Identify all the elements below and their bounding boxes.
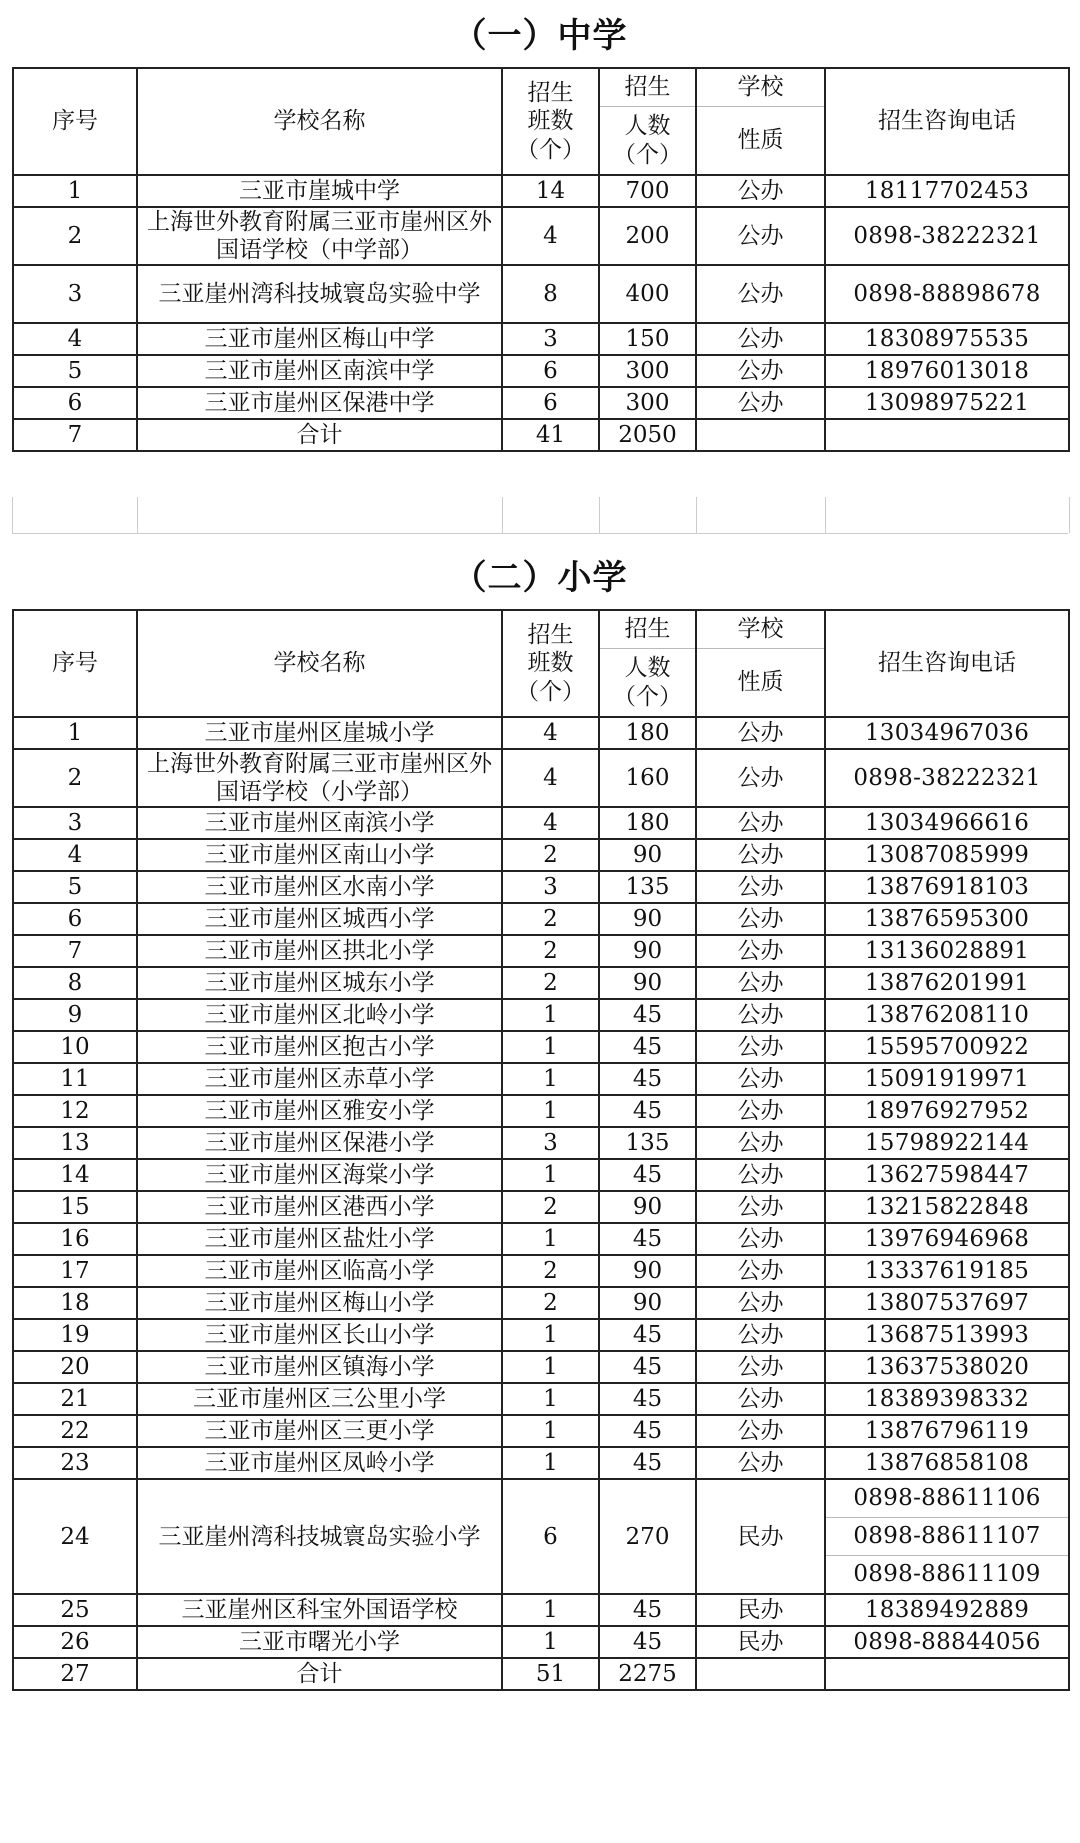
cell-school-name: 三亚市崖州区崖城小学: [137, 717, 502, 749]
cell-nature: 公办: [696, 1351, 825, 1383]
header-school-name: 学校名称: [137, 610, 502, 717]
header-students-unit: （个）: [613, 683, 682, 710]
cell-nature: 民办: [696, 1479, 825, 1594]
middle-school-section: [12, 0, 1068, 497]
cell-phone: 15798922144: [825, 1127, 1069, 1159]
table-header-row: [13, 610, 1069, 717]
cell-seq: 10: [13, 1031, 137, 1063]
cell-classes: 1: [502, 1415, 599, 1447]
cell-nature: [696, 1658, 825, 1690]
cell-nature: 公办: [696, 355, 825, 387]
header-students-line2: 人数: [624, 655, 671, 682]
cell-nature: 公办: [696, 1031, 825, 1063]
cell-classes: 4: [502, 207, 599, 265]
header-classes-line1: 招生: [527, 80, 574, 107]
cell-school-name: 三亚市崖州区赤草小学: [137, 1063, 502, 1095]
cell-school-name: 三亚市崖州区城西小学: [137, 903, 502, 935]
cell-seq: 13: [13, 1127, 137, 1159]
cell-seq: 6: [13, 387, 137, 419]
header-nature: [696, 68, 825, 175]
cell-phone: 13876208110: [825, 999, 1069, 1031]
cell-classes: 1: [502, 1594, 599, 1626]
cell-nature: 公办: [696, 871, 825, 903]
cell-school-name: 三亚市崖州区南滨小学: [137, 807, 502, 839]
cell-seq: 26: [13, 1626, 137, 1658]
table-row: [13, 935, 1069, 967]
cell-classes: 2: [502, 967, 599, 999]
cell-students: 200: [599, 207, 696, 265]
cell-phone: 18117702453: [825, 175, 1069, 207]
cell-phone: 13337619185: [825, 1255, 1069, 1287]
cell-students: 90: [599, 1191, 696, 1223]
header-students-unit: （个）: [613, 141, 682, 168]
table-row: [13, 999, 1069, 1031]
cell-seq: 23: [13, 1447, 137, 1479]
cell-phone: 13876858108: [825, 1447, 1069, 1479]
table-row: [13, 1626, 1069, 1658]
cell-phone: 13627598447: [825, 1159, 1069, 1191]
cell-phone: 13637538020: [825, 1351, 1069, 1383]
table-row: [13, 1031, 1069, 1063]
cell-school-name: 三亚市崖州区南山小学: [137, 839, 502, 871]
cell-school-name: 三亚市崖州区三公里小学: [137, 1383, 502, 1415]
table-row: [13, 175, 1069, 207]
cell-school-name: 三亚市崖州区保港中学: [137, 387, 502, 419]
cell-nature: 公办: [696, 1159, 825, 1191]
cell-school-name: 三亚市崖州区梅山小学: [137, 1287, 502, 1319]
cell-phone: 13098975221: [825, 387, 1069, 419]
cell-phone: [825, 1479, 1069, 1594]
table-row: [13, 749, 1069, 807]
header-students-line2: 人数: [624, 113, 671, 140]
cell-nature: 公办: [696, 323, 825, 355]
cell-school-name: 上海世外教育附属三亚市崖州区外国语学校（小学部）: [137, 749, 502, 807]
cell-classes: 1: [502, 1159, 599, 1191]
cell-students: 45: [599, 1159, 696, 1191]
cell-students: 270: [599, 1479, 696, 1594]
cell-classes: 2: [502, 1287, 599, 1319]
header-classes-line2: 班数: [527, 650, 574, 677]
table-row: [13, 1383, 1069, 1415]
table-row: [13, 1319, 1069, 1351]
cell-seq: 6: [13, 903, 137, 935]
cell-school-name: 三亚市崖州区镇海小学: [137, 1351, 502, 1383]
table-row: [13, 807, 1069, 839]
table-row: [13, 1127, 1069, 1159]
cell-seq: 3: [13, 807, 137, 839]
table-row: [13, 1658, 1069, 1690]
table-row: [13, 419, 1069, 451]
cell-school-name: 三亚市崖州区三更小学: [137, 1415, 502, 1447]
cell-classes: 4: [502, 749, 599, 807]
cell-students: 45: [599, 1415, 696, 1447]
cell-school-name: 合计: [137, 419, 502, 451]
cell-classes: 2: [502, 903, 599, 935]
cell-phone: 13876201991: [825, 967, 1069, 999]
cell-students: 45: [599, 1063, 696, 1095]
cell-school-name: 三亚市崖州区海棠小学: [137, 1159, 502, 1191]
cell-classes: 41: [502, 419, 599, 451]
cell-phone: 0898-38222321: [825, 749, 1069, 807]
cell-students: 45: [599, 1594, 696, 1626]
primary-school-table: [12, 609, 1070, 1691]
cell-seq: 17: [13, 1255, 137, 1287]
cell-school-name: 三亚市崖州区凤岭小学: [137, 1447, 502, 1479]
middle-school-title: （一）中学: [452, 16, 628, 56]
cell-seq: 16: [13, 1223, 137, 1255]
cell-nature: 公办: [696, 1095, 825, 1127]
header-school-name: 学校名称: [137, 68, 502, 175]
cell-classes: 1: [502, 1319, 599, 1351]
header-nature-line1: 学校: [697, 69, 824, 107]
cell-classes: 1: [502, 1063, 599, 1095]
cell-nature: 公办: [696, 1287, 825, 1319]
cell-phone: 18976013018: [825, 355, 1069, 387]
header-classes-unit: （个）: [516, 136, 585, 163]
header-phone: 招生咨询电话: [825, 68, 1069, 175]
cell-students: 700: [599, 175, 696, 207]
cell-nature: [696, 419, 825, 451]
cell-phone: 15595700922: [825, 1031, 1069, 1063]
cell-nature: 公办: [696, 749, 825, 807]
table-row: [13, 1351, 1069, 1383]
cell-nature: 民办: [696, 1594, 825, 1626]
header-students-line1: 招生: [600, 611, 695, 649]
cell-seq: 18: [13, 1287, 137, 1319]
cell-students: 45: [599, 1031, 696, 1063]
table-row: [13, 1594, 1069, 1626]
table-row: [13, 323, 1069, 355]
cell-nature: 公办: [696, 265, 825, 323]
cell-students: 45: [599, 1223, 696, 1255]
cell-phone: 13136028891: [825, 935, 1069, 967]
cell-phone: [825, 419, 1069, 451]
cell-seq: 4: [13, 839, 137, 871]
phone-number: 0898-88611107: [826, 1517, 1068, 1555]
table-row: [13, 1095, 1069, 1127]
header-students-line1: 招生: [600, 69, 695, 107]
cell-school-name: 三亚市崖州区港西小学: [137, 1191, 502, 1223]
cell-classes: 6: [502, 355, 599, 387]
cell-seq: 2: [13, 749, 137, 807]
cell-school-name: 三亚市崖城中学: [137, 175, 502, 207]
cell-nature: 公办: [696, 1319, 825, 1351]
cell-phone: [825, 1658, 1069, 1690]
cell-seq: 5: [13, 355, 137, 387]
table-row: [13, 1191, 1069, 1223]
primary-school-section: [12, 534, 1068, 1843]
cell-school-name: 上海世外教育附属三亚市崖州区外国语学校（中学部）: [137, 207, 502, 265]
cell-school-name: 三亚市崖州区水南小学: [137, 871, 502, 903]
table-row: [13, 1415, 1069, 1447]
header-classes-line2: 班数: [527, 108, 574, 135]
cell-phone: 0898-38222321: [825, 207, 1069, 265]
cell-phone: 13876918103: [825, 871, 1069, 903]
phone-number: 0898-88611109: [826, 1555, 1068, 1593]
cell-nature: 公办: [696, 807, 825, 839]
header-students: [599, 610, 696, 717]
cell-seq: 15: [13, 1191, 137, 1223]
cell-nature: 公办: [696, 967, 825, 999]
cell-nature: 公办: [696, 175, 825, 207]
cell-phone: 13976946968: [825, 1223, 1069, 1255]
cell-classes: 14: [502, 175, 599, 207]
table-header-row: [13, 68, 1069, 175]
cell-classes: 1: [502, 1031, 599, 1063]
cell-classes: 1: [502, 1626, 599, 1658]
header-nature: [696, 610, 825, 717]
cell-students: 90: [599, 839, 696, 871]
cell-phone: 13876796119: [825, 1415, 1069, 1447]
table-row: [13, 1255, 1069, 1287]
cell-phone: 18976927952: [825, 1095, 1069, 1127]
cell-students: 400: [599, 265, 696, 323]
cell-classes: 1: [502, 1095, 599, 1127]
cell-seq: 2: [13, 207, 137, 265]
table-row: [13, 871, 1069, 903]
table-row: [13, 1479, 1069, 1594]
header-classes-unit: （个）: [516, 678, 585, 705]
cell-phone: 18389492889: [825, 1594, 1069, 1626]
table-row: [13, 1287, 1069, 1319]
cell-nature: 公办: [696, 903, 825, 935]
header-classes: [502, 68, 599, 175]
cell-nature: 公办: [696, 1223, 825, 1255]
cell-classes: 2: [502, 935, 599, 967]
cell-seq: 8: [13, 967, 137, 999]
cell-seq: 3: [13, 265, 137, 323]
primary-school-title: （二）小学: [452, 558, 628, 598]
cell-classes: 1: [502, 1447, 599, 1479]
cell-seq: 1: [13, 175, 137, 207]
cell-school-name: 三亚市崖州区梅山中学: [137, 323, 502, 355]
cell-nature: 公办: [696, 1127, 825, 1159]
table-row: [13, 967, 1069, 999]
cell-nature: 公办: [696, 1191, 825, 1223]
cell-seq: 11: [13, 1063, 137, 1095]
table-row: [13, 1159, 1069, 1191]
section-spacer: [12, 497, 1070, 533]
cell-phone: 18389398332: [825, 1383, 1069, 1415]
cell-seq: 9: [13, 999, 137, 1031]
cell-school-name: 三亚市崖州区盐灶小学: [137, 1223, 502, 1255]
table-row: [13, 717, 1069, 749]
table-row: [13, 903, 1069, 935]
cell-students: 45: [599, 1351, 696, 1383]
cell-phone: 13087085999: [825, 839, 1069, 871]
cell-students: 45: [599, 1095, 696, 1127]
cell-nature: 公办: [696, 387, 825, 419]
cell-seq: 12: [13, 1095, 137, 1127]
header-phone: 招生咨询电话: [825, 610, 1069, 717]
cell-phone: 13687513993: [825, 1319, 1069, 1351]
cell-students: 45: [599, 1319, 696, 1351]
cell-seq: 7: [13, 935, 137, 967]
cell-nature: 公办: [696, 207, 825, 265]
cell-phone: 15091919971: [825, 1063, 1069, 1095]
cell-phone: 18308975535: [825, 323, 1069, 355]
cell-nature: 公办: [696, 1383, 825, 1415]
cell-seq: 27: [13, 1658, 137, 1690]
cell-school-name: 三亚市崖州区保港小学: [137, 1127, 502, 1159]
cell-seq: 25: [13, 1594, 137, 1626]
cell-school-name: 三亚市曙光小学: [137, 1626, 502, 1658]
cell-students: 180: [599, 807, 696, 839]
cell-school-name: 三亚崖州湾科技城寰岛实验中学: [137, 265, 502, 323]
cell-school-name: 三亚市崖州区城东小学: [137, 967, 502, 999]
cell-school-name: 三亚市崖州区雅安小学: [137, 1095, 502, 1127]
cell-seq: 19: [13, 1319, 137, 1351]
cell-nature: 民办: [696, 1626, 825, 1658]
cell-classes: 1: [502, 1351, 599, 1383]
header-classes: [502, 610, 599, 717]
cell-school-name: 合计: [137, 1658, 502, 1690]
cell-students: 135: [599, 1127, 696, 1159]
cell-phone: 13034967036: [825, 717, 1069, 749]
cell-nature: 公办: [696, 1447, 825, 1479]
cell-classes: 1: [502, 1383, 599, 1415]
cell-nature: 公办: [696, 1063, 825, 1095]
cell-nature: 公办: [696, 1415, 825, 1447]
header-seq: 序号: [13, 68, 137, 175]
cell-students: 45: [599, 1383, 696, 1415]
table-row: [13, 387, 1069, 419]
cell-nature: 公办: [696, 935, 825, 967]
cell-students: 45: [599, 1447, 696, 1479]
cell-school-name: 三亚崖州区科宝外国语学校: [137, 1594, 502, 1626]
cell-classes: 6: [502, 387, 599, 419]
cell-classes: 1: [502, 1223, 599, 1255]
cell-classes: 4: [502, 717, 599, 749]
cell-nature: 公办: [696, 717, 825, 749]
cell-phone: 13876595300: [825, 903, 1069, 935]
cell-students: 90: [599, 1255, 696, 1287]
cell-school-name: 三亚市崖州区长山小学: [137, 1319, 502, 1351]
cell-students: 180: [599, 717, 696, 749]
table-row: [13, 207, 1069, 265]
cell-students: 160: [599, 749, 696, 807]
cell-phone: 0898-88844056: [825, 1626, 1069, 1658]
middle-school-table: [12, 67, 1070, 452]
cell-students: 300: [599, 387, 696, 419]
cell-students: 90: [599, 1287, 696, 1319]
cell-phone: 13034966616: [825, 807, 1069, 839]
cell-students: 45: [599, 999, 696, 1031]
cell-students: 300: [599, 355, 696, 387]
cell-phone: 13807537697: [825, 1287, 1069, 1319]
cell-classes: 51: [502, 1658, 599, 1690]
cell-classes: 8: [502, 265, 599, 323]
cell-students: 2275: [599, 1658, 696, 1690]
cell-classes: 2: [502, 1191, 599, 1223]
cell-school-name: 三亚市崖州区南滨中学: [137, 355, 502, 387]
header-classes-line1: 招生: [527, 622, 574, 649]
cell-students: 135: [599, 871, 696, 903]
cell-phone: 0898-88898678: [825, 265, 1069, 323]
cell-seq: 5: [13, 871, 137, 903]
cell-school-name: 三亚崖州湾科技城寰岛实验小学: [137, 1479, 502, 1594]
cell-classes: 3: [502, 871, 599, 903]
cell-nature: 公办: [696, 1255, 825, 1287]
cell-seq: 4: [13, 323, 137, 355]
table-row: [13, 265, 1069, 323]
cell-classes: 2: [502, 1255, 599, 1287]
header-students: [599, 68, 696, 175]
cell-nature: 公办: [696, 999, 825, 1031]
cell-seq: 14: [13, 1159, 137, 1191]
cell-seq: 22: [13, 1415, 137, 1447]
table-row: [13, 1223, 1069, 1255]
header-nature-line1: 学校: [697, 611, 824, 649]
cell-students: 2050: [599, 419, 696, 451]
cell-classes: 3: [502, 323, 599, 355]
cell-students: 90: [599, 935, 696, 967]
cell-seq: 7: [13, 419, 137, 451]
table-row: [13, 839, 1069, 871]
cell-seq: 24: [13, 1479, 137, 1594]
cell-classes: 4: [502, 807, 599, 839]
phone-number: 0898-88611106: [853, 1485, 1041, 1512]
cell-phone: 13215822848: [825, 1191, 1069, 1223]
cell-school-name: 三亚市崖州区临高小学: [137, 1255, 502, 1287]
table-row: [13, 1447, 1069, 1479]
table-row: [13, 355, 1069, 387]
cell-students: 90: [599, 903, 696, 935]
header-nature-line2: 性质: [737, 127, 784, 154]
cell-school-name: 三亚市崖州区抱古小学: [137, 1031, 502, 1063]
cell-school-name: 三亚市崖州区北岭小学: [137, 999, 502, 1031]
cell-school-name: 三亚市崖州区拱北小学: [137, 935, 502, 967]
cell-classes: 1: [502, 999, 599, 1031]
cell-seq: 20: [13, 1351, 137, 1383]
table-row: [13, 1063, 1069, 1095]
cell-classes: 2: [502, 839, 599, 871]
cell-classes: 6: [502, 1479, 599, 1594]
cell-nature: 公办: [696, 839, 825, 871]
header-nature-line2: 性质: [737, 669, 784, 696]
cell-students: 45: [599, 1626, 696, 1658]
cell-students: 150: [599, 323, 696, 355]
cell-seq: 21: [13, 1383, 137, 1415]
cell-classes: 3: [502, 1127, 599, 1159]
cell-seq: 1: [13, 717, 137, 749]
cell-students: 90: [599, 967, 696, 999]
header-seq: 序号: [13, 610, 137, 717]
